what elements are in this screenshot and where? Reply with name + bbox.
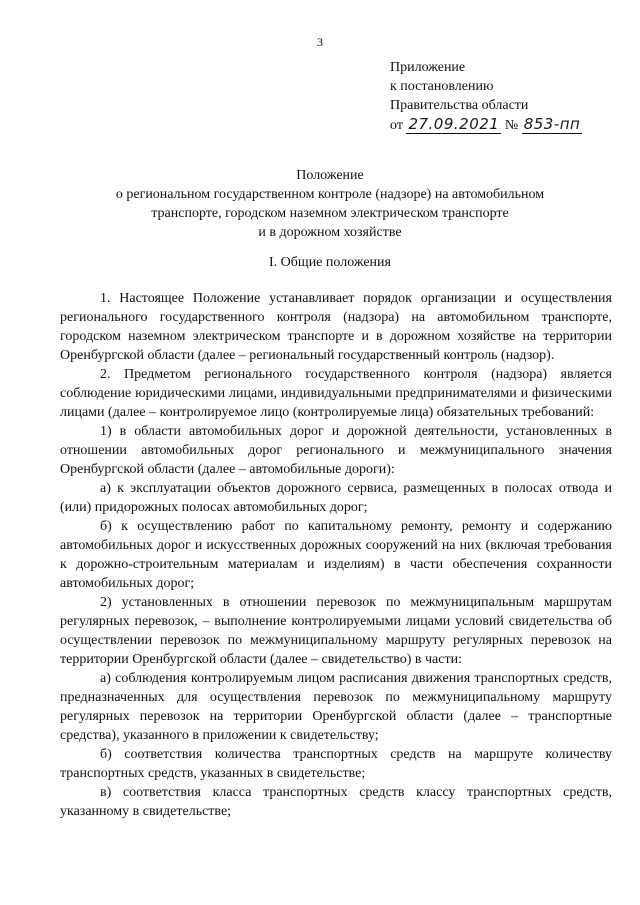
- number-prefix: №: [504, 118, 519, 133]
- paragraph: 2) установленных в отношении перевозок по межмуниципальным маршрутам регулярных перевозок, – выполнение контролируемыми лицами условий свидетельства об осуществлении перевозок по межмуниципальному маршруту регулярных перевозок на территории Оренбургской области (далее – свидетельство) в части:: [60, 595, 612, 667]
- body-text: [60, 289, 612, 821]
- paragraph: б) к осуществлению работ по капитальному ремонту, ремонту и содержанию автомобильных дорог и искусственных дорожных сооружений на них (включая требования к дорожно-строительным материалам и изделиям) в части обеспечения сохранности автомобильных дорог;: [60, 519, 612, 591]
- date-prefix: от: [390, 118, 403, 133]
- appendix-title: Приложение: [390, 60, 466, 75]
- title-line-4: и в дорожном хозяйстве: [258, 225, 402, 240]
- appendix-block: [390, 58, 620, 135]
- handwritten-date: 27.09.2021: [408, 115, 500, 133]
- section-heading: I. Общие положения: [269, 255, 391, 270]
- title-line-1: Положение: [296, 168, 364, 183]
- paragraph: 1. Настоящее Положение устанавливает порядок организации и осуществления регионального государственного контроля (надзора) на автомобильном транспорте, городском наземном электрическом транспорте и в дорожном хозяйстве на территории Оренбургской области (далее – региональный государственный контроль (надзор).: [60, 291, 612, 363]
- paragraph: а) соблюдения контролируемым лицом расписания движения транспортных средств, предназначенных для осуществления перевозок по межмуниципальному маршруту регулярных перевозок на территории Оренбургской области (далее – транспортные средства), указанного в приложении к свидетельству;: [60, 671, 612, 743]
- handwritten-number: 853-пп: [523, 115, 581, 133]
- paragraph: б) соответствия количества транспортных средств на маршруте количеству транспортных средств, указанных в свидетельстве;: [60, 747, 612, 781]
- title-line-2: о региональном государственном контроле (надзоре) на автомобильном: [115, 187, 545, 202]
- title-line-3: транспорте, городском наземном электрическом транспорте: [151, 206, 509, 221]
- document-title: [60, 166, 600, 242]
- paragraph: 2. Предметом регионального государственного контроля (надзора) является соблюдение юридическими лицами, индивидуальными предпринимателями и физическими лицами (далее – контролируемое лицо (контролируемые лица) обязательных требований:: [60, 367, 612, 420]
- page-number: 3: [317, 35, 323, 49]
- appendix-to-resolution: к постановлению: [390, 79, 494, 94]
- paragraph: 1) в области автомобильных дорог и дорожной деятельности, установленных в отношении автомобильных дорог регионального и межмуниципального значения Оренбургской области (далее – автомобильные дороги):: [60, 424, 612, 477]
- paragraph: в) соответствия класса транспортных средств классу транспортных средств, указанному в свидетельстве;: [60, 785, 612, 819]
- appendix-government: Правительства области: [390, 98, 529, 113]
- appendix-date-line: [390, 115, 620, 135]
- paragraph: а) к эксплуатации объектов дорожного сервиса, размещенных в полосах отвода и (или) придорожных полосах автомобильных дорог;: [60, 481, 612, 515]
